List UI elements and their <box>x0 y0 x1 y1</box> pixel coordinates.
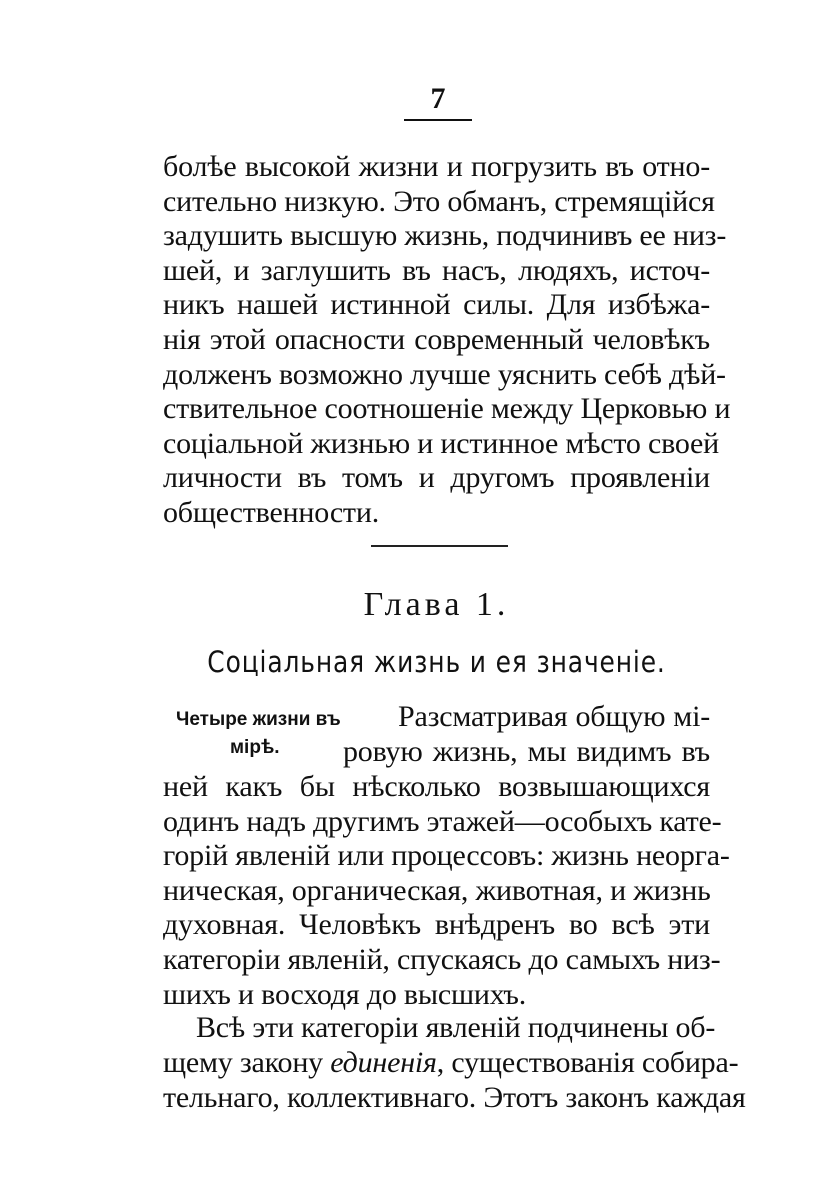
text-line: сительно низкую. Это обманъ, стремящійся <box>163 184 715 218</box>
text-line: тельнаго, коллективнаго. Этотъ законъ каждая <box>163 1081 746 1114</box>
first-paragraph <box>163 770 730 1012</box>
marginal-note-line: Четыре жизни въ <box>176 709 341 730</box>
text-line: соціальной жизнью и истинное мѣсто своей <box>163 426 720 460</box>
marginal-note-line: мірѣ. <box>230 737 280 758</box>
text-line-with-emphasis <box>163 1046 739 1081</box>
text-line: ней какъ бы нѣсколько возвышающихся <box>163 770 710 803</box>
section-divider <box>371 545 508 547</box>
text-line: общественности. <box>163 495 379 529</box>
text-line: личности въ томъ и другомъ проявленіи <box>163 461 710 495</box>
text-line: ническая, органическая, животная, и жизнь <box>163 873 711 907</box>
intro-paragraph <box>163 150 731 531</box>
text-line: нія этой опасности современный человѣкъ <box>163 322 710 356</box>
chapter-subtitle: Соціальная жизнь и ея значеніе. <box>207 645 666 679</box>
text-line: шихъ и восходя до высшихъ. <box>163 977 526 1011</box>
text-line: долженъ возможно лучше уяснить себѣ дѣй- <box>163 357 726 391</box>
text-line: горій явленій или процессовъ: жизнь неорга- <box>163 839 730 873</box>
text-line: Всѣ эти категоріи явленій подчинены об- <box>196 1011 716 1044</box>
text-line: ствительное соотношеніе между Церковью и <box>163 392 731 426</box>
page-number-rule <box>404 119 472 121</box>
text-line: духовная. Человѣкъ внѣдренъ во всѣ эти <box>163 908 710 942</box>
emphasized-word: единенія <box>330 1046 437 1079</box>
text-fragment: , существованія собира- <box>436 1046 739 1079</box>
text-line: никъ нашей истинной силы. Для избѣжа- <box>163 288 710 322</box>
text-line: болѣе высокой жизни и погрузить въ отно- <box>163 150 710 183</box>
text-line: Разсматривая общую мі- <box>398 700 710 733</box>
text-fragment: щему закону <box>163 1046 331 1079</box>
text-line: задушить высшую жизнь, подчинивъ ее низ- <box>163 219 727 253</box>
text-line: ровую жизнь, мы видимъ въ <box>343 735 710 768</box>
chapter-title: Глава 1. <box>363 586 510 623</box>
text-line: шей, и заглушить въ насъ, людяхъ, источ- <box>163 253 710 287</box>
text-line: категоріи явленій, спускаясь до самыхъ низ- <box>163 942 721 976</box>
page-number: 7 <box>430 82 446 115</box>
text-line: одинъ надъ другимъ этажей—особыхъ кате- <box>163 804 722 838</box>
